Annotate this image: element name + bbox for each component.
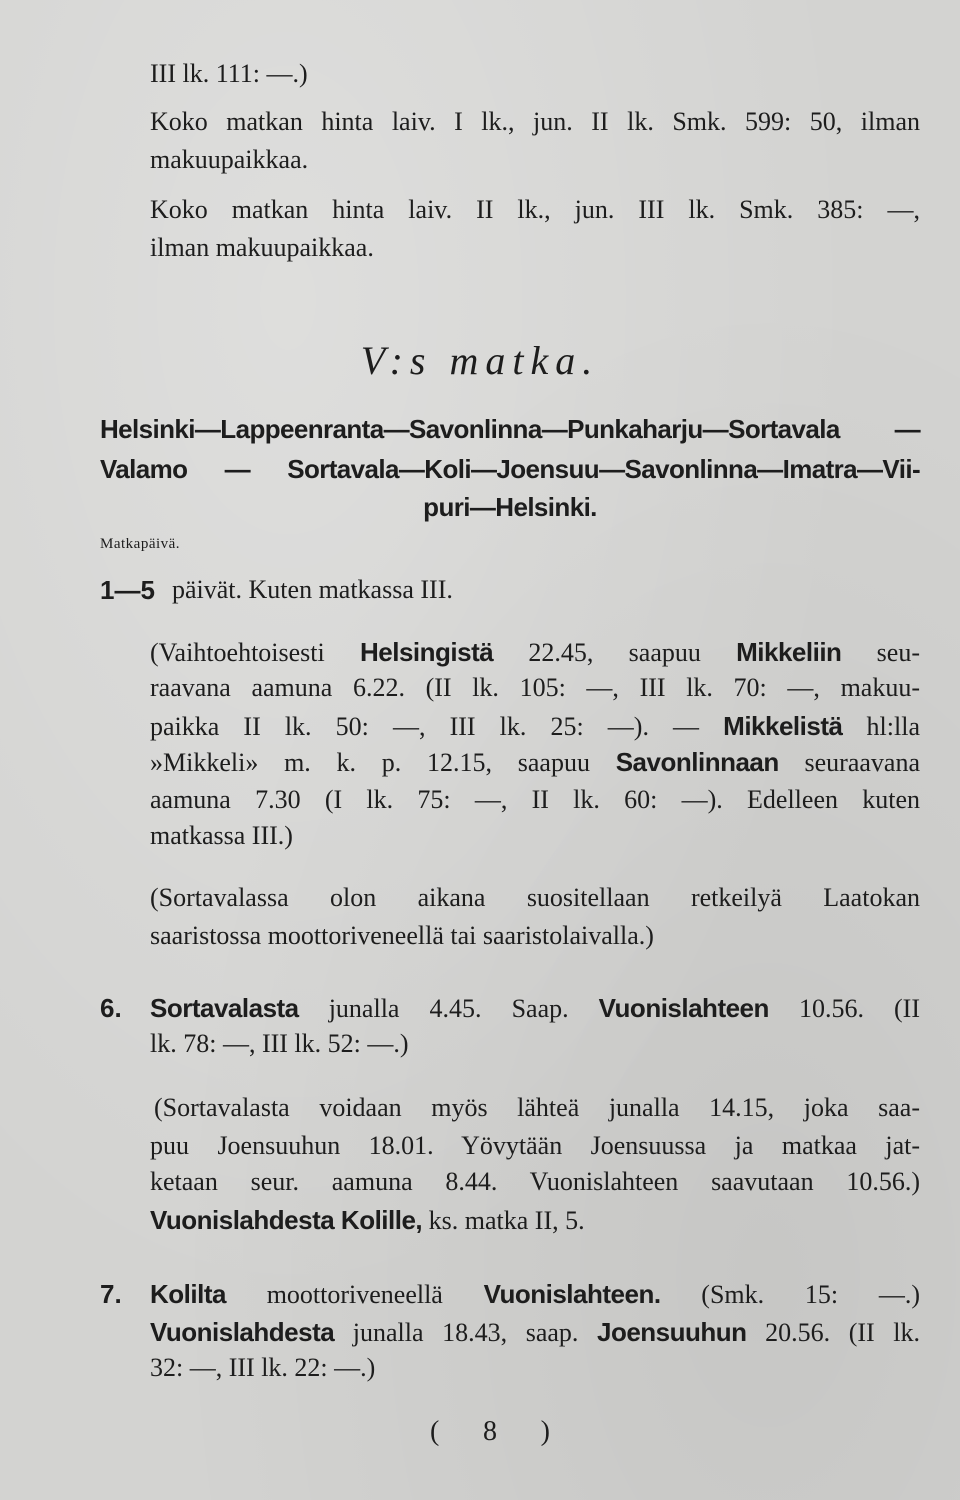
text-span: paikka II lk. 50: —, III lk. 25: —). — [150,712,724,741]
text-line: makuupaikkaa. [150,145,309,174]
route-line: Valamo — Sortavala—Koli—Joensuu—Savonlinna—Imatra—Vii- [100,454,920,484]
place-name: Joensuuhun [596,1317,747,1347]
section-title: V:s matka. [360,338,600,383]
day-number: 7. [100,1279,122,1309]
route-line: Helsinki—Lappeenranta—Savonlinna—Punkaharju—Sortavala — [100,414,920,444]
text-line: 32: —, III lk. 22: —.) [150,1353,376,1382]
text-line: saaristossa moottoriveneellä tai saaristolaivalla.) [150,921,654,950]
text-line [150,634,920,671]
text-line: raavana aamuna 6.22. (II lk. 105: —, III lk. 70: —, makuu- [150,673,920,702]
route-line: puri—Helsinki. [423,492,597,522]
matkapaiva-label: Matkapäivä. [100,536,181,552]
page-number-value: 8 [483,1416,497,1447]
text-span: ks. matka II, 5. [422,1206,585,1235]
place-name: Mikkeliin [736,637,842,667]
place-name: Vuonislahdesta Kolille, [150,1205,423,1235]
text-line: Koko matkan hinta laiv. I lk., jun. II lk. Smk. 599: 50, ilman [150,107,920,136]
text-line: Koko matkan hinta laiv. II lk., jun. III lk. Smk. 385: —, [150,195,920,224]
text-line [150,744,920,781]
text-span: 20.56. (II lk. [746,1318,920,1347]
text-line: puu Joensuuhun 18.01. Yövytään Joensuussa ja matkaa jat- [150,1131,920,1160]
text-span: (Smk. 15: —.) [660,1280,920,1309]
text-line: ketaan seur. aamuna 8.44. Vuonislahteen saavutaan 10.56.) [150,1167,920,1196]
day-text: päivät. Kuten matkassa III. [172,575,453,604]
text-span: hl:lla [842,712,920,741]
text-line: aamuna 7.30 (I lk. 75: —, II lk. 60: —). Edelleen kuten [150,785,920,814]
place-name: Helsingistä [359,637,494,667]
text-line: (Sortavalasta voidaan myös lähteä junalla 14.15, joka saa- [154,1093,920,1122]
text-line: III lk. 111: —.) [150,59,308,88]
page-number [430,1416,550,1448]
text-span: seu- [841,638,920,667]
day-number: 6. [100,993,122,1023]
text-line [150,1314,920,1351]
day-number: 1—5 [100,575,155,605]
place-name: Kolilta [150,1279,226,1309]
paren-open: ( [430,1416,440,1447]
text-span: (Vaihtoehtoisesti [150,638,360,667]
text-span: moottoriveneellä [225,1280,484,1309]
place-name: Mikkelistä [723,711,843,741]
text-span: 10.56. (II [768,994,920,1023]
place-name: Vuonislahteen [598,993,769,1023]
place-name: Vuonislahteen. [483,1279,661,1309]
text-line: ilman makuupaikkaa. [150,233,374,262]
text-line: lk. 78: —, III lk. 52: —.) [150,1029,409,1058]
text-line: matkassa III.) [150,821,293,850]
paren-close: ) [540,1416,550,1447]
text-span: junalla 4.45. Saap. [298,994,599,1023]
text-span: junalla 18.43, saap. [334,1318,597,1347]
text-line [150,990,920,1027]
text-span: seuraavana [778,748,920,777]
text-span: »Mikkeli» m. k. p. 12.15, saapuu [150,748,616,777]
place-name: Sortavalasta [150,993,299,1023]
text-line: (Sortavalassa olon aikana suositellaan retkeilyä Laatokan [150,883,920,912]
text-line [150,1202,920,1239]
text-span: 22.45, saapuu [493,638,737,667]
place-name: Savonlinnaan [615,747,779,777]
text-line [150,708,920,745]
place-name: Vuonislahdesta [150,1317,335,1347]
text-line [150,1276,920,1313]
